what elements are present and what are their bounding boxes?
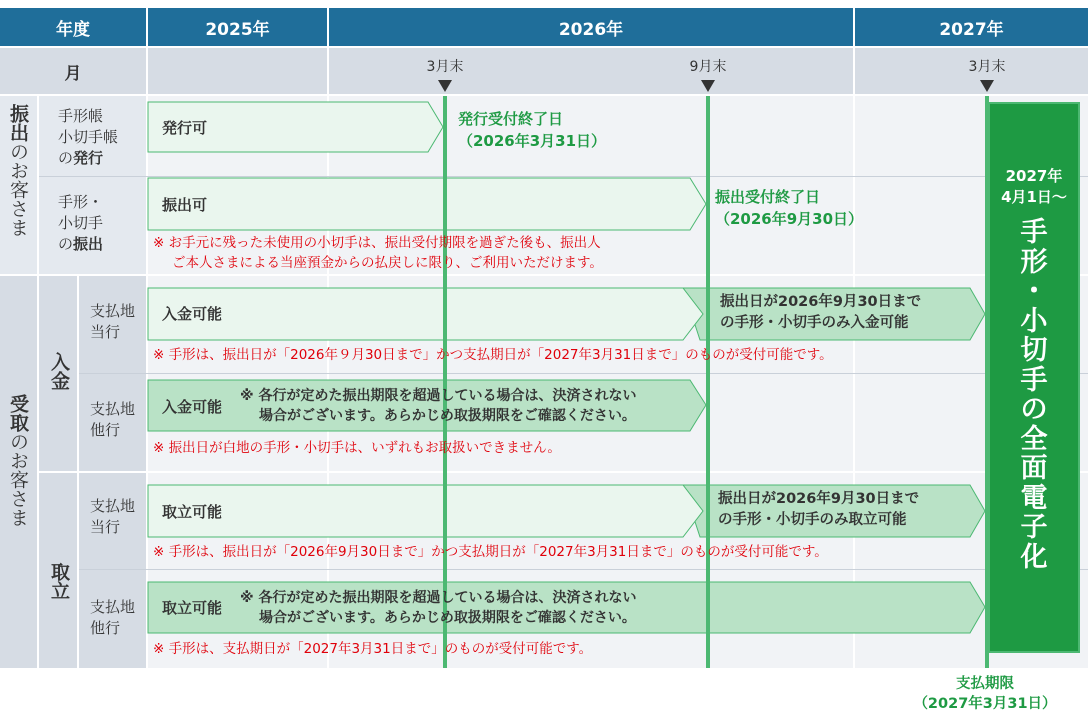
digitalization-title: 手 形 ・ 小 切 手 の 全 面 電 子 化 [1020,217,1048,573]
full-digitalization-block [988,102,1080,653]
row-label-deposit-same: 支払地 当行 [90,302,136,341]
deadline-line-2026-september [706,96,710,668]
note-collect-other: ※ 手形は、支払期日が「2027年3月31日まで」のものが受付可能です。 [153,641,593,657]
tick-2026-september: 9月末 [689,59,727,75]
bar-text-collect-same: 取立可能 [162,503,223,521]
bar-text-drawing: 振出可 [162,196,208,214]
drawing-end-annotation: 振出受付終了日 （2026年9月30日） [715,188,864,228]
arrow-collect-same [148,485,703,537]
arrow-drawing [148,178,706,230]
tick-2027-march: 3月末 [968,59,1006,75]
row-label-deposit-other: 支払地 他行 [90,400,136,439]
year-2025-label: 2025年 [205,19,270,40]
row-label-collect-other: 支払地 他行 [90,598,136,637]
bar-text-deposit-other: 入金可能 [162,398,223,416]
tick-2026-march: 3月末 [426,59,464,75]
inner-note-collect-other: ※ 各行が定めた振出期限を超過している場合は、決済されない 場合がございます。あらかじめ取扱期限をご確認ください。 [240,590,637,626]
note-deposit-same: ※ 手形は、振出日が「2026年９月30日まで」かつ支払期日が「2027年3月31日まで」のものが受付可能です。 [153,347,833,363]
month-label: 月 [64,63,82,84]
bar-text-issue: 発行可 [162,119,208,137]
year-2026-label: 2026年 [558,19,624,40]
drawer-section-label: 振出 のお客さま [7,104,29,237]
collection-section-label: 取立 [48,562,70,600]
row-label-drawing: 手形・ 小切手 の振出 [58,193,104,253]
digitalization-start-date: 2027年 4月1日～ [1001,167,1067,206]
inner-note-deposit-other: ※ 各行が定めた振出期限を超過している場合は、決済されない 場合がございます。あらかじめ取扱期限をご確認ください。 [240,388,637,424]
ext-text-collect-same: 振出日が2026年9月30日まで の手形・小切手のみ取立可能 [718,491,920,528]
deadline-line-2026-march [443,96,447,668]
row-label-collect-same: 支払地 当行 [90,497,136,536]
year-2027-label: 2027年 [939,19,1004,40]
note-deposit-other: ※ 振出日が白地の手形・小切手は、いずれもお取扱いできません。 [153,440,561,456]
bar-text-deposit-same: 入金可能 [162,305,223,323]
payment-deadline: 支払期限 （2027年3月31日） [913,676,1057,712]
row-label-issue: 手形帳 小切手帳 の発行 [58,107,119,167]
ext-text-deposit-same: 振出日が2026年9月30日まで の手形・小切手のみ入金可能 [720,294,922,331]
receiver-section-label: 受取 のお客さま [7,394,29,527]
note-collect-same: ※ 手形は、振出日が「2026年9月30日まで」かつ支払期日が「2027年3月31日まで」のものが受付可能です。 [153,544,828,560]
deposit-section-label: 入金 [48,352,70,390]
note-drawing: ※ お手元に残った未使用の小切手は、振出受付期限を過ぎた後も、振出人 ご本人さまによる当座預金からの払戻しに限り、ご利用いただけます。 [153,235,603,271]
issue-end-annotation: 発行受付終了日 （2026年3月31日） [458,110,607,150]
fiscal-year-label: 年度 [56,19,90,40]
arrow-deposit-same [148,288,703,340]
bar-text-collect-other: 取立可能 [162,599,223,617]
